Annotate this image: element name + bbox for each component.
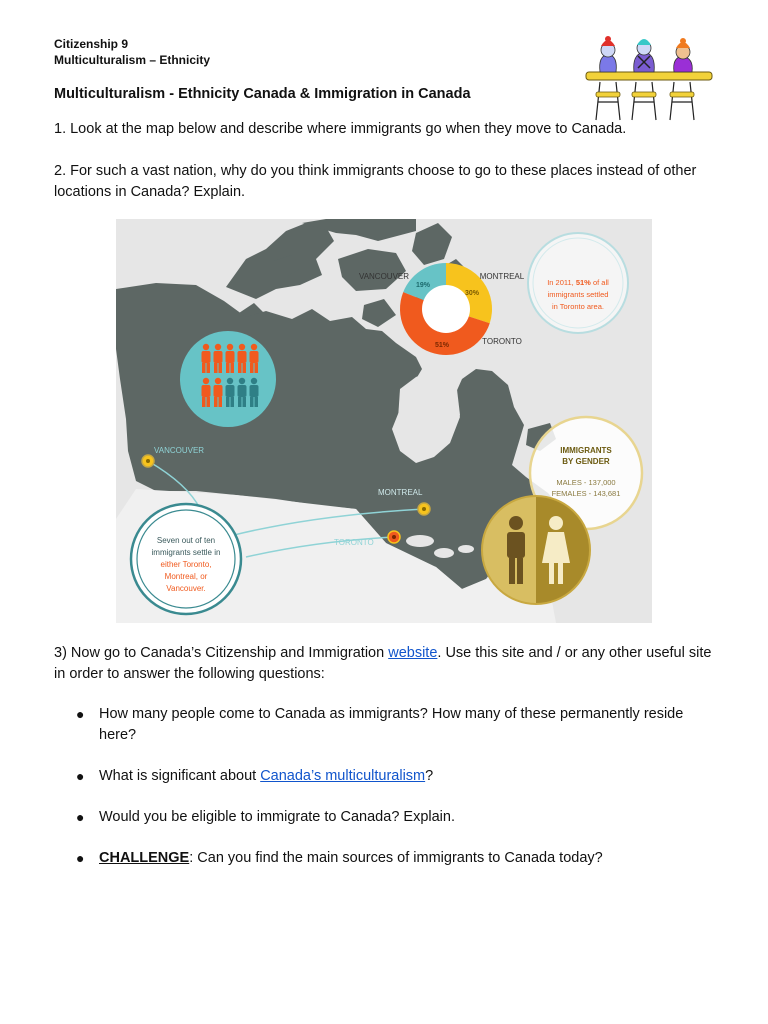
donut-label-montreal: MONTREAL bbox=[479, 272, 525, 281]
question-2: 2. For such a vast nation, why do you think immigrants choose to go to these places instead of other locations in Canada? Explain. bbox=[54, 163, 697, 200]
challenge-label: CHALLENGE bbox=[99, 850, 190, 866]
seven-of-ten-line2: immigrants settle in bbox=[151, 548, 221, 557]
bullet-dot: ● bbox=[76, 768, 85, 784]
gender-females: FEMALES - 143,681 bbox=[551, 489, 621, 498]
course-heading: Citizenship 9 bbox=[54, 37, 129, 51]
city-label-montreal: MONTREAL bbox=[378, 488, 423, 497]
question-3-text-before: 3) Now go to Canada’s Citizenship and Immigration bbox=[54, 645, 389, 661]
bullet-text-after: ? bbox=[425, 768, 434, 784]
seven-of-ten-circle bbox=[131, 504, 241, 614]
question-3-text-after: . Use this site and / or any other useful site in order to answer the following questions: bbox=[54, 645, 712, 682]
city-label-vancouver: VANCOUVER bbox=[154, 446, 205, 455]
question-3-bullet-list bbox=[54, 704, 724, 889]
toronto-note-line1: In 2011, 51% of all bbox=[547, 278, 609, 287]
bullet-dot: ● bbox=[76, 850, 85, 866]
toronto-note-circle bbox=[528, 233, 628, 333]
donut-label-vancouver: VANCOUVER bbox=[358, 272, 410, 281]
question-1: 1. Look at the map below and describe where immigrants go when they move to Canada. bbox=[54, 121, 627, 137]
gender-males: MALES - 137,000 bbox=[556, 478, 616, 487]
toronto-note-line3: in Toronto area. bbox=[552, 302, 604, 311]
seven-of-ten-line1: Seven out of ten bbox=[156, 536, 216, 545]
list-item bbox=[54, 766, 724, 787]
marker-montreal bbox=[418, 503, 430, 515]
list-item bbox=[54, 704, 724, 746]
gender-split-circle bbox=[482, 496, 590, 604]
donut-value-montreal: 30% bbox=[464, 290, 480, 297]
multiculturalism-link[interactable]: Canada’s multiculturalism bbox=[260, 768, 426, 784]
list-item bbox=[54, 807, 724, 828]
canada-immigration-infographic bbox=[116, 219, 652, 623]
bullet-text: How many people come to Canada as immigrants? How many of these permanently reside here? bbox=[99, 706, 684, 743]
gender-title2: BY GENDER bbox=[562, 457, 610, 466]
website-link[interactable]: website bbox=[388, 645, 438, 661]
bullet-dot: ● bbox=[76, 809, 85, 825]
marker-vancouver bbox=[142, 455, 154, 467]
bullet-text: Would you be eligible to immigrate to Canada? Explain. bbox=[99, 809, 455, 825]
donut-value-vancouver: 19% bbox=[415, 282, 431, 289]
city-label-toronto: TORONTO bbox=[334, 538, 374, 547]
seven-of-ten-line5: Vancouver. bbox=[166, 584, 206, 593]
students-clipart bbox=[582, 36, 716, 122]
toronto-note-line2: immigrants settled bbox=[547, 290, 609, 299]
gender-title1: IMMIGRANTS bbox=[560, 446, 612, 455]
marker-toronto bbox=[388, 531, 400, 543]
donut-label-toronto: TORONTO bbox=[482, 337, 522, 346]
seven-of-ten-line4: Montreal, or bbox=[164, 572, 208, 581]
bullet-dot: ● bbox=[76, 706, 85, 722]
unit-heading: Multiculturalism – Ethnicity bbox=[54, 53, 211, 67]
population-icon-circle bbox=[180, 331, 276, 427]
donut-value-toronto: 51% bbox=[434, 342, 450, 349]
seven-of-ten-line3: either Toronto, bbox=[160, 560, 212, 569]
list-item bbox=[54, 848, 724, 869]
worksheet-title: Multiculturalism - Ethnicity Canada & Immigration in Canada bbox=[54, 86, 471, 102]
question-3 bbox=[54, 643, 714, 685]
bullet-text: What is significant about bbox=[99, 768, 261, 784]
bullet-text: : Can you find the main sources of immigrants to Canada today? bbox=[189, 850, 603, 866]
